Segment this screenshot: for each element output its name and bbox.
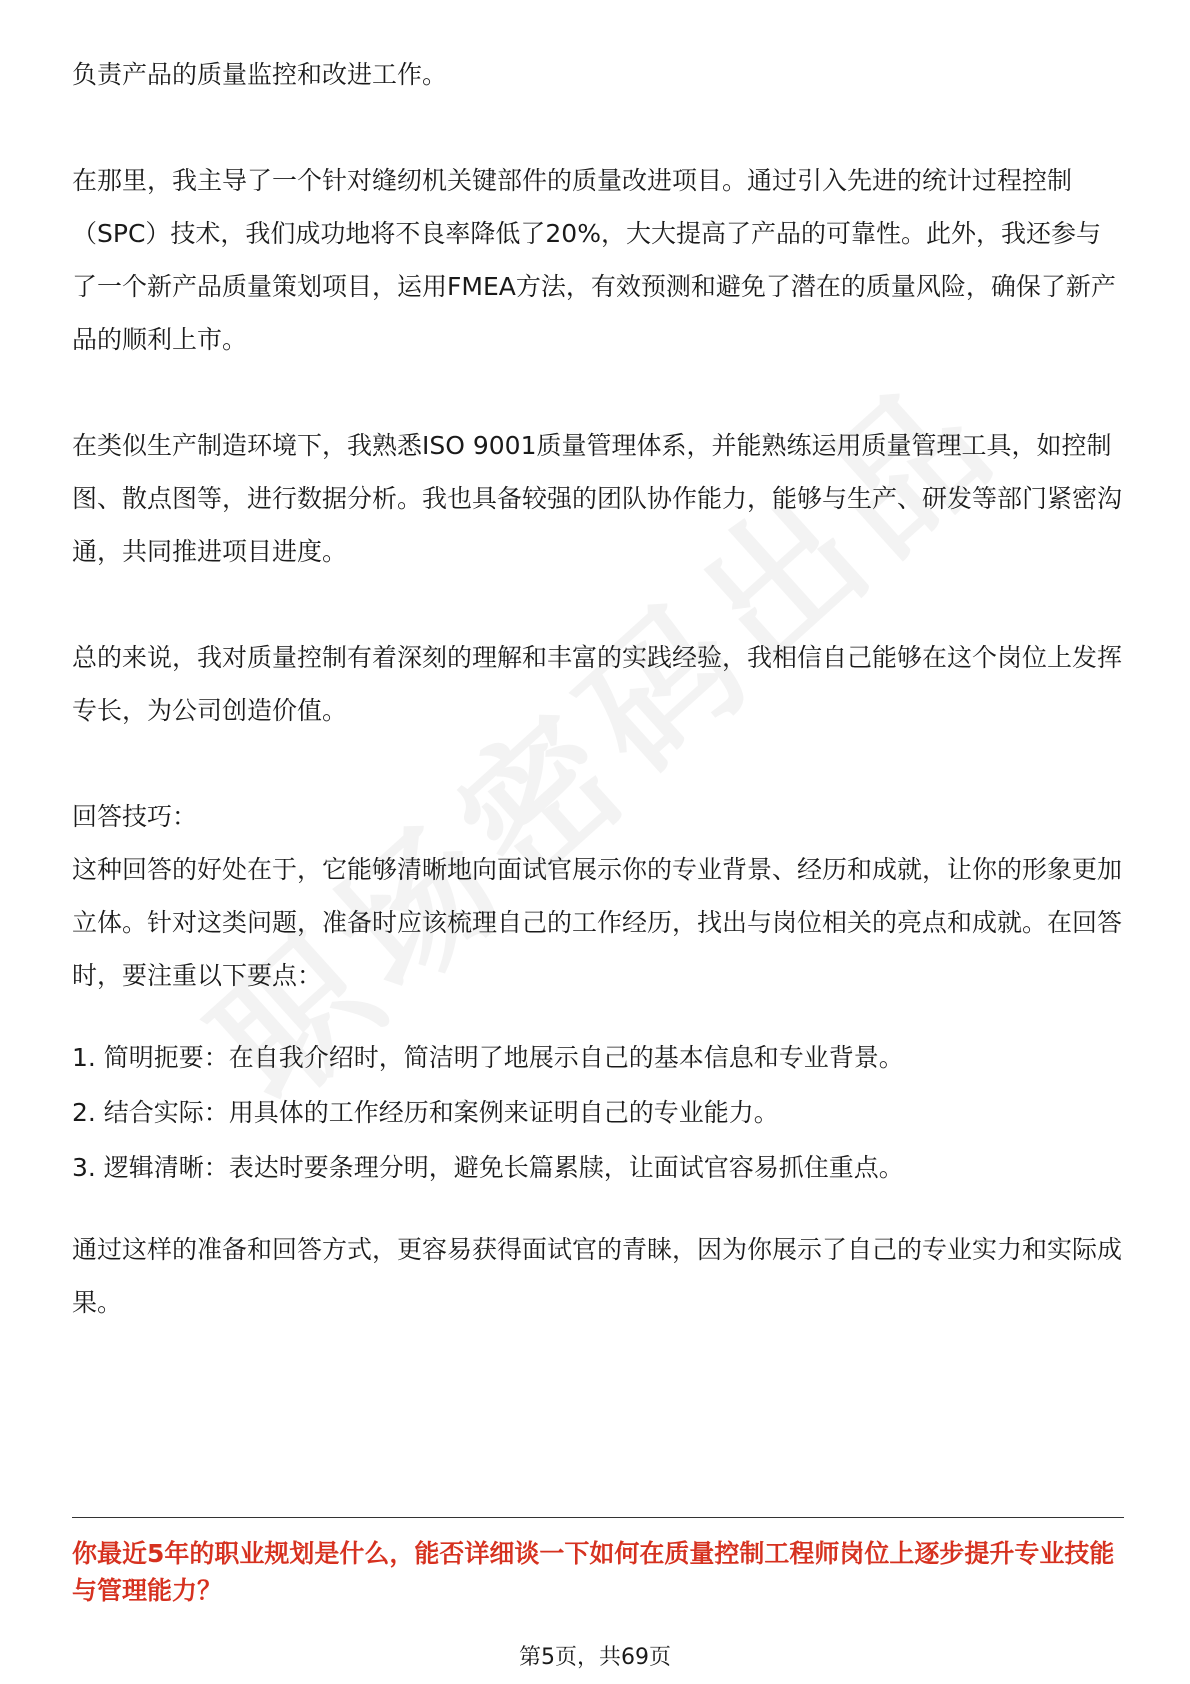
tips-body: 这种回答的好处在于，它能够清晰地向面试官展示你的专业背景、经历和成就，让你的形象更加立体。针对这类问题，准备时应该梳理自己的工作经历，找出与岗位相关的亮点和成就。在回答时，要注重以下要点： [72,855,1123,990]
paragraph-summary: 总的来说，我对质量控制有着深刻的理解和丰富的实践经验，我相信自己能够在这个岗位上发挥专长，为公司创造价值。 [72,643,1123,725]
next-question-heading: 你最近5年的职业规划是什么，能否详细谈一下如何在质量控制工程师岗位上逐步提升专业技能与管理能力？ [72,1539,1115,1605]
paragraph-intro-tail: 负责产品的质量监控和改进工作。 [72,60,448,89]
paragraph-skills: 在类似生产制造环境下，我熟悉ISO 9001质量管理体系，并能熟练运用质量管理工具，如控制图、散点图等，进行数据分析。我也具备较强的团队协作能力，能够与生产、研发等部门紧密沟通，共同推进项目进度。 [72,431,1123,566]
tips-heading: 回答技巧： [72,802,198,831]
tips-point-list [72,1030,1124,1195]
section-divider [72,1517,1124,1518]
tips-conclusion: 通过这样的准备和回答方式，更容易获得面试官的青睐，因为你展示了自己的专业实力和实际成果。 [72,1235,1123,1317]
page-number-footer: 第5页，共69页 [519,1645,671,1670]
tips-point-item: 2. 结合实际：用具体的工作经历和案例来证明自己的专业能力。 [72,1098,779,1127]
page-content [72,48,1124,1329]
paragraph-project-experience: 在那里，我主导了一个针对缝纫机关键部件的质量改进项目。通过引入先进的统计过程控制（SPC）技术，我们成功地将不良率降低了20%，大大提高了产品的可靠性。此外，我还参与了一个新产品质量策划项目，运用FMEA方法，有效预测和避免了潜在的质量风险，确保了新产品的顺利上市。 [72,166,1116,354]
tips-point-item: 3. 逻辑清晰：表达时要条理分明，避免长篇累牍，让面试官容易抓住重点。 [72,1153,904,1182]
tips-point-item: 1. 简明扼要：在自我介绍时，简洁明了地展示自己的基本信息和专业背景。 [72,1043,904,1072]
